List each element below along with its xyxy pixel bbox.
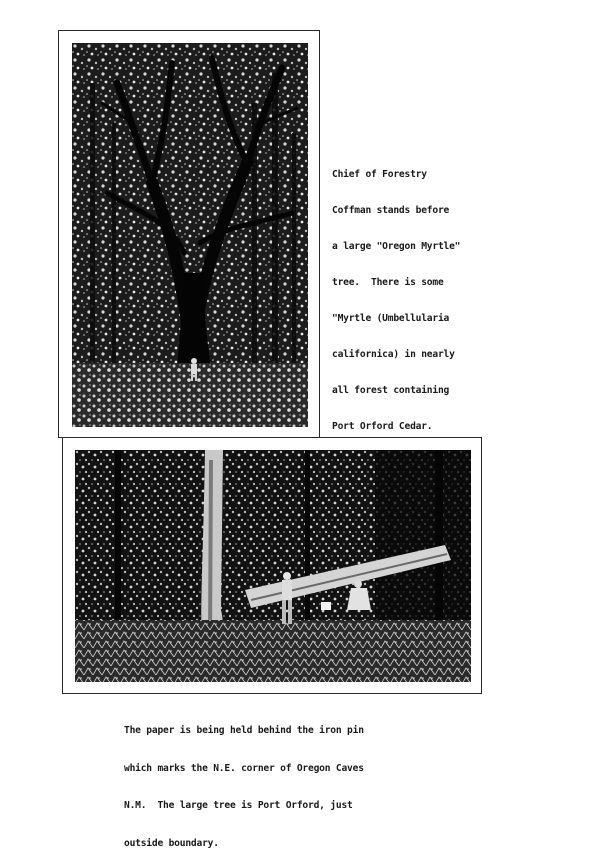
caption-line: outside boundary. <box>124 837 219 849</box>
myrtle-tree-caption <box>332 145 460 445</box>
caption-line: The paper is being held behind the iron pin <box>124 725 364 736</box>
caption-line: Chief of Forestry <box>332 169 427 180</box>
myrtle-tree-photo <box>58 30 320 438</box>
caption-line: "Myrtle (Umbellularia <box>332 313 450 324</box>
corner-pin-caption <box>124 700 364 863</box>
caption-line: tree. There is some <box>332 277 444 288</box>
myrtle-tree-image <box>72 43 308 427</box>
caption-line: all forest containing <box>332 385 450 396</box>
caption-line: californica) in nearly <box>332 349 455 360</box>
caption-line: a large "Oregon Myrtle" <box>332 241 461 252</box>
caption-line: N.M. The large tree is Port Orford, just <box>124 800 353 811</box>
caption-line: Port Orford Cedar. <box>332 421 433 432</box>
corner-pin-image <box>75 450 471 682</box>
corner-pin-photo <box>62 437 482 694</box>
caption-line: which marks the N.E. corner of Oregon Caves <box>124 762 364 774</box>
caption-line: Coffman stands before <box>332 205 450 216</box>
